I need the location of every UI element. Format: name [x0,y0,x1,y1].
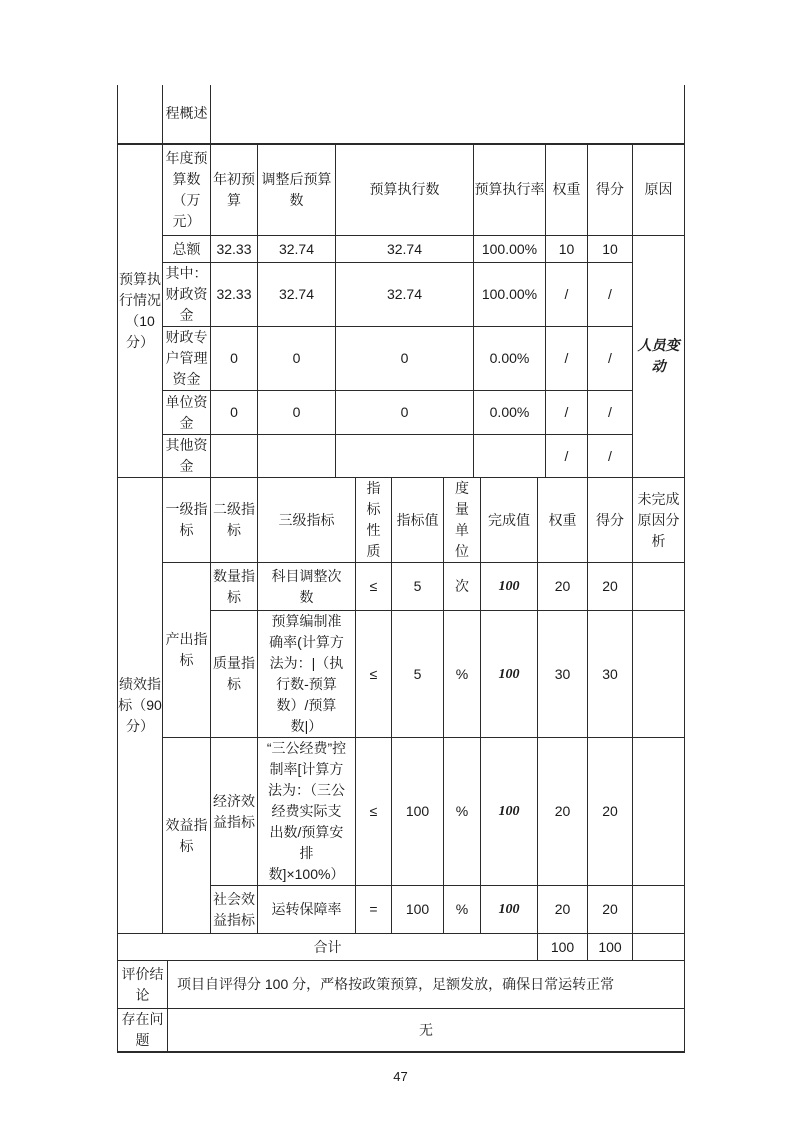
header-reason: 原因 [633,144,685,236]
level1-output-indicator-cell: 产出指标 [163,563,211,738]
cell-executed [336,435,474,478]
level2-economic-benefit-cell: 经济效益指标 [211,738,258,886]
cell-executed: 0 [336,327,474,391]
cell-reason [633,563,685,611]
header-level2-indicator: 二级指标 [211,478,258,563]
header-executed-amount: 预算执行数 [336,144,474,236]
cell-rate: 0.00% [474,327,546,391]
header-weight: 权重 [538,478,588,563]
header-level3-indicator: 三级指标 [258,478,356,563]
table-row [118,478,685,563]
header-score: 得分 [588,144,633,236]
cell-unit: % [444,886,481,934]
cell-target: 5 [392,611,444,738]
cell-initial: 0 [211,327,258,391]
cell-nature: ≤ [356,563,392,611]
cell-score: 20 [588,738,633,886]
cell-actual: 100 [481,886,538,934]
cell-adjusted: 0 [258,391,336,435]
cell-weight: / [546,435,588,478]
cell-weight: 30 [538,611,588,738]
level2-social-benefit-cell: 社会效益指标 [211,886,258,934]
cell-initial: 32.33 [211,263,258,327]
fragment-content-cell [211,85,685,143]
cell-executed: 0 [336,391,474,435]
header-measure-unit [444,478,481,563]
table-row [118,236,685,263]
header-score: 得分 [588,478,633,563]
continuation-fragment-table [117,85,685,144]
header-execution-rate: 预算执行率 [474,144,546,236]
cell-weight: / [546,327,588,391]
cell-adjusted: 32.74 [258,263,336,327]
cell-unit: % [444,738,481,886]
cell-score: 10 [588,236,633,263]
cell-weight: 20 [538,886,588,934]
existing-problems-label: 存在问题 [118,1009,168,1053]
cell-executed: 32.74 [336,236,474,263]
table-row [118,391,685,435]
cell-rate: 100.00% [474,263,546,327]
row-label-unit-funds: 单位资金 [163,391,211,435]
existing-problems-row [118,1009,685,1053]
table-row [118,435,685,478]
header-unfinished-reason: 未完成原因分析 [633,478,685,563]
cell-actual: 100 [481,738,538,886]
row-label-fiscal-funds: 其中：财政资金 [163,263,211,327]
header-indicator-value: 指标值 [392,478,444,563]
cell-rate [474,435,546,478]
header-completion-value: 完成值 [481,478,538,563]
cell-weight: 20 [538,563,588,611]
cell-unit: 次 [444,563,481,611]
total-row-label: 合计 [118,934,538,961]
budget-category-cell: 预算执行情况（10分） [118,144,163,478]
cell-adjusted: 0 [258,327,336,391]
cell-score: / [588,327,633,391]
performance-indicator-table [117,477,685,961]
page-number: 47 [393,1069,408,1084]
cell-initial [211,435,258,478]
cell-executed: 32.74 [336,263,474,327]
cell-score: / [588,391,633,435]
header-measure-unit-text: 度量单位 [455,480,469,559]
cell-rate: 100.00% [474,236,546,263]
cell-weight: 10 [546,236,588,263]
table-row [118,144,685,236]
existing-problems-text: 无 [168,1009,685,1053]
evaluation-conclusion-text: 项目自评得分 100 分，严格按政策预算，足额发放，确保日常运转正常 [168,961,685,1009]
level3-indicator-cell: 预算编制准确率(计算方法为：|（执行数-预算数）/预算数|） [258,611,356,738]
cell-actual: 100 [481,563,538,611]
cell-initial: 0 [211,391,258,435]
row-label-other-funds: 其他资金 [163,435,211,478]
cell-reason [633,886,685,934]
cell-score: / [588,263,633,327]
cell-weight: 20 [538,738,588,886]
cell-nature: = [356,886,392,934]
level1-benefit-indicator-cell: 效益指标 [163,738,211,934]
total-weight: 100 [538,934,588,961]
budget-execution-table [117,143,685,479]
cell-target: 5 [392,563,444,611]
level3-indicator-cell: “三公经费”控制率[计算方法为：（三公经费实际支出数/预算安排数]×100%） [258,738,356,886]
cell-nature: ≤ [356,611,392,738]
cell-score: 20 [588,886,633,934]
cell-actual: 100 [481,611,538,738]
row-label-special-account-funds: 财政专户管理资金 [163,327,211,391]
header-initial-budget: 年初预算 [211,144,258,236]
document-page [117,85,684,1084]
cell-score: 30 [588,611,633,738]
cell-target: 100 [392,738,444,886]
cell-adjusted [258,435,336,478]
total-score: 100 [588,934,633,961]
cell-weight: / [546,391,588,435]
cell-target: 100 [392,886,444,934]
table-row [118,563,685,611]
level3-indicator-cell: 运转保障率 [258,886,356,934]
level2-quality-indicator-cell: 质量指标 [211,611,258,738]
evaluation-conclusion-row [118,961,685,1009]
table-row [118,934,685,961]
table-row [118,263,685,327]
cell-unit: % [444,611,481,738]
cell-rate: 0.00% [474,391,546,435]
table-row [118,85,685,143]
conclusion-table [117,960,685,1053]
total-reason [633,934,685,961]
cell-score: 20 [588,563,633,611]
cell-nature: ≤ [356,738,392,886]
level2-quantity-indicator-cell: 数量指标 [211,563,258,611]
cell-adjusted: 32.74 [258,236,336,263]
fragment-category-cell [118,85,163,143]
evaluation-conclusion-label: 评价结论 [118,961,168,1009]
cell-reason [633,611,685,738]
header-level1-indicator: 一级指标 [163,478,211,563]
header-weight: 权重 [546,144,588,236]
level3-indicator-cell: 科目调整次数 [258,563,356,611]
header-indicator-nature-text: 指标性质 [366,480,381,559]
cell-reason [633,738,685,886]
performance-category-cell: 绩效指标（90分） [118,478,163,934]
cell-initial: 32.33 [211,236,258,263]
header-adjusted-budget: 调整后预算数 [258,144,336,236]
header-annual-budget: 年度预算数（万元） [163,144,211,236]
table-row [118,327,685,391]
header-indicator-nature [356,478,392,563]
cell-weight: / [546,263,588,327]
table-row [118,738,685,886]
row-label-total: 总额 [163,236,211,263]
fragment-process-overview-label: 程概述 [163,85,211,143]
reason-note-cell: 人员变动 [633,236,685,478]
cell-score: / [588,435,633,478]
